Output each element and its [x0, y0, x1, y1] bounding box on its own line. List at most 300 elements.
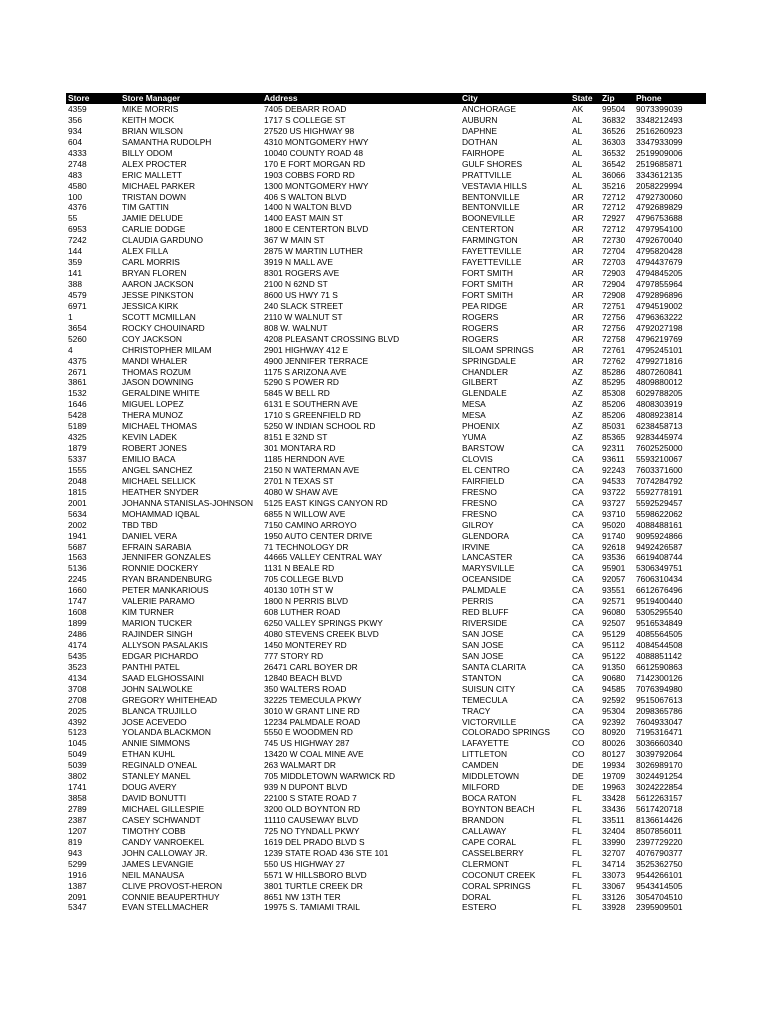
cell-zip: 95122	[602, 650, 626, 661]
cell-store-manager: RYAN BRANDENBURG	[122, 574, 212, 585]
cell-phone: 8507856011	[636, 825, 682, 836]
cell-address: 4080 STEVENS CREEK BLVD	[264, 629, 379, 639]
cell-zip: 19709	[602, 771, 626, 782]
cell-zip: 72762	[602, 355, 626, 366]
table-row	[66, 717, 706, 728]
table-row	[66, 574, 706, 585]
cell-zip: 72703	[602, 257, 626, 268]
cell-state: AR	[572, 191, 584, 202]
cell-store-manager: JESSICA KIRK	[122, 300, 179, 311]
cell-phone: 7604933047	[636, 716, 683, 727]
table-row	[66, 607, 706, 618]
table-row	[66, 859, 706, 870]
table-row	[66, 629, 706, 640]
table-row	[66, 848, 706, 859]
cell-store: 4325	[68, 432, 87, 443]
cell-address: 12840 BEACH BLVD	[264, 672, 343, 683]
table-row	[66, 684, 706, 695]
cell-phone: 7602525000	[636, 443, 683, 454]
cell-address: 3010 W GRANT LINE RD	[264, 705, 360, 716]
cell-phone: 9519400440	[636, 596, 683, 607]
cell-city: CAMDEN	[462, 760, 499, 771]
cell-address: 3919 N MALL AVE	[264, 257, 333, 268]
cell-store-manager: MANDI WHALER	[122, 355, 188, 366]
cell-phone: 3024491254	[636, 771, 683, 782]
cell-store: 1741	[68, 782, 87, 793]
table-row	[66, 104, 706, 115]
cell-store-manager: HEATHER SNYDER	[122, 486, 199, 497]
cell-address: 1300 MONTGOMERY HWY	[264, 180, 369, 191]
cell-phone: 6029788205	[636, 388, 683, 399]
cell-zip: 90680	[602, 672, 626, 683]
cell-address: 10040 COUNTY ROAD 48	[264, 147, 363, 158]
cell-store-manager: MIKE MORRIS	[122, 104, 179, 114]
cell-phone: 9543414505	[636, 880, 683, 891]
cell-state: CA	[572, 650, 584, 661]
table-row	[66, 520, 706, 531]
cell-zip: 92311	[602, 443, 625, 454]
cell-store-manager: AARON JACKSON	[122, 279, 194, 289]
cell-city: CASSELBERRY	[462, 847, 524, 858]
cell-phone: 3039792064	[636, 749, 683, 760]
cell-city: BOYNTON BEACH	[462, 804, 535, 814]
cell-zip: 85295	[602, 377, 626, 388]
table-row	[66, 421, 706, 432]
cell-state: AR	[572, 202, 584, 213]
cell-state: CA	[572, 443, 584, 454]
cell-city: BRANDON	[462, 814, 504, 825]
table-row	[66, 837, 706, 848]
cell-state: CA	[572, 629, 584, 639]
cell-state: CA	[572, 454, 584, 464]
cell-store: 55	[68, 213, 78, 224]
cell-store-manager: ROBERT JONES	[122, 443, 187, 454]
table-row	[66, 454, 706, 465]
cell-phone: 3024222854	[636, 782, 683, 793]
cell-city: CAPE CORAL	[462, 836, 516, 847]
header-phone: Phone	[636, 93, 662, 103]
cell-state: CA	[572, 705, 584, 716]
cell-store-manager: KIM TURNER	[122, 607, 174, 618]
cell-city: BARSTOW	[462, 443, 505, 454]
cell-store: 1555	[68, 464, 87, 475]
cell-store-manager: BRIAN WILSON	[122, 125, 183, 136]
cell-zip: 93551	[602, 585, 626, 596]
cell-store-manager: JOHN SALWOLKE	[122, 683, 193, 694]
cell-address: 40130 10TH ST W	[264, 585, 334, 596]
cell-store-manager: KEVIN LADEK	[122, 432, 177, 443]
cell-city: COCONUT CREEK	[462, 869, 536, 880]
cell-city: ROGERS	[462, 333, 499, 344]
table-row	[66, 749, 706, 760]
cell-address: 4080 W SHAW AVE	[264, 486, 339, 497]
cell-address: 725 NO TYNDALL PKWY	[264, 825, 360, 836]
cell-store-manager: JENNIFER GONZALES	[122, 552, 211, 563]
table-row	[66, 388, 706, 399]
cell-zip: 72903	[602, 268, 626, 279]
cell-store-manager: ANGEL SANCHEZ	[122, 464, 193, 475]
cell-phone: 4088488161	[636, 519, 683, 530]
cell-city: PERRIS	[462, 596, 494, 607]
cell-store: 3654	[68, 322, 87, 333]
cell-zip: 93611	[602, 454, 625, 464]
cell-city: BOONEVILLE	[462, 213, 516, 224]
cell-store: 4579	[68, 289, 87, 300]
cell-store: 5136	[68, 563, 87, 574]
cell-store: 1941	[68, 530, 87, 541]
cell-address: 808 W. WALNUT	[264, 322, 328, 333]
cell-address: 350 WALTERS ROAD	[264, 683, 347, 694]
cell-phone: 6619408744	[636, 552, 683, 563]
table-row	[66, 115, 706, 126]
cell-zip: 95020	[602, 519, 626, 530]
cell-phone: 8136614426	[636, 814, 683, 825]
cell-store: 356	[68, 114, 82, 125]
cell-address: 7405 DEBARR ROAD	[264, 104, 347, 114]
cell-city: COLORADO SPRINGS	[462, 727, 550, 738]
cell-address: 170 E FORT MORGAN RD	[264, 158, 366, 169]
cell-state: CA	[572, 519, 584, 530]
cell-address: 745 US HIGHWAY 287	[264, 738, 350, 749]
cell-state: CA	[572, 639, 584, 650]
cell-store: 2091	[68, 891, 87, 902]
cell-store: 141	[68, 268, 82, 279]
cell-store-manager: VALERIE PARAMO	[122, 596, 195, 607]
cell-city: IRVINE	[462, 541, 490, 552]
cell-store: 1045	[68, 738, 87, 749]
table-row	[66, 399, 706, 410]
cell-address: 12234 PALMDALE ROAD	[264, 716, 361, 727]
cell-store-manager: CLAUDIA GARDUNO	[122, 235, 203, 246]
cell-store-manager: STANLEY MANEL	[122, 771, 191, 782]
cell-phone: 5617420718	[636, 804, 683, 814]
cell-store: 2002	[68, 519, 87, 530]
cell-state: AZ	[572, 388, 583, 399]
cell-store: 5435	[68, 650, 87, 661]
table-row	[66, 826, 706, 837]
cell-store-manager: RONNIE DOCKERY	[122, 563, 199, 574]
cell-address: 4208 PLEASANT CROSSING BLVD	[264, 333, 400, 344]
cell-city: LANCASTER	[462, 552, 513, 563]
cell-phone: 5592529457	[636, 497, 683, 508]
table-row	[66, 618, 706, 629]
cell-city: AUBURN	[462, 114, 498, 125]
cell-city: ANCHORAGE	[462, 104, 516, 114]
cell-store: 4359	[68, 104, 87, 114]
cell-store-manager: DANIEL VERA	[122, 530, 178, 541]
cell-state: AR	[572, 300, 584, 311]
cell-city: GLENDALE	[462, 388, 507, 399]
cell-city: MIDDLETOWN	[462, 771, 520, 782]
cell-address: 1185 HERNDON AVE	[264, 454, 345, 464]
cell-address: 1239 STATE ROAD 436 STE 101	[264, 847, 389, 858]
cell-store: 604	[68, 136, 82, 147]
cell-store-manager: YOLANDA BLACKMON	[122, 727, 211, 738]
table-row	[66, 881, 706, 892]
cell-store-manager: PETER MANKARIOUS	[122, 585, 209, 596]
cell-store-manager: CANDY VANROEKEL	[122, 836, 205, 847]
table-row	[66, 465, 706, 476]
cell-state: AL	[572, 136, 583, 147]
cell-phone: 2397729220	[636, 836, 683, 847]
header-zip: Zip	[602, 93, 615, 103]
cell-zip: 72927	[602, 213, 626, 224]
cell-store: 2387	[68, 814, 87, 825]
cell-state: AR	[572, 224, 584, 235]
cell-zip: 33990	[602, 836, 626, 847]
cell-zip: 72704	[602, 246, 626, 257]
cell-phone: 4794845205	[636, 268, 683, 279]
cell-address: 22100 S STATE ROAD 7	[264, 793, 357, 804]
cell-state: AR	[572, 268, 584, 279]
cell-address: 5550 E WOODMEN RD	[264, 727, 353, 738]
cell-state: DE	[572, 782, 584, 793]
cell-store-manager: ANNIE SIMMONS	[122, 738, 190, 749]
cell-zip: 72712	[602, 202, 626, 213]
cell-store-manager: DOUG AVERY	[122, 782, 177, 793]
cell-address: 1950 AUTO CENTER DRIVE	[264, 530, 373, 541]
cell-store-manager: ALEX PROCTER	[122, 158, 187, 169]
cell-state: AL	[572, 125, 583, 136]
cell-store-manager: COY JACKSON	[122, 333, 182, 344]
cell-city: VESTAVIA HILLS	[462, 180, 527, 191]
cell-phone: 5598622062	[636, 508, 683, 519]
cell-zip: 33126	[602, 891, 626, 902]
cell-address: 1131 N BEALE RD	[264, 563, 335, 574]
cell-address: 263 WALMART DR	[264, 760, 336, 771]
cell-zip: 72761	[602, 344, 626, 355]
cell-city: FRESNO	[462, 508, 497, 519]
cell-address: 1903 COBBS FORD RD	[264, 169, 355, 180]
cell-state: AZ	[572, 421, 583, 432]
cell-city: PEA RIDGE	[462, 300, 508, 311]
cell-zip: 72751	[602, 300, 626, 311]
cell-city: FAYETTEVILLE	[462, 246, 522, 257]
cell-store-manager: SAAD ELGHOSSAINI	[122, 672, 204, 683]
cell-city: PRATTVILLE	[462, 169, 512, 180]
cell-address: 8301 ROGERS AVE	[264, 268, 340, 279]
cell-store: 1207	[68, 825, 87, 836]
cell-zip: 94585	[602, 683, 626, 694]
cell-address: 5125 EAST KINGS CANYON RD	[264, 497, 388, 508]
cell-store: 5299	[68, 858, 87, 869]
cell-state: AL	[572, 169, 583, 180]
cell-phone: 4792896896	[636, 289, 683, 300]
cell-state: CA	[572, 563, 584, 574]
table-row	[66, 498, 706, 509]
cell-city: SILOAM SPRINGS	[462, 344, 534, 355]
cell-city: FORT SMITH	[462, 279, 513, 289]
table-row	[66, 323, 706, 334]
header-city: City	[462, 93, 478, 103]
cell-address: 3200 OLD BOYNTON RD	[264, 804, 361, 814]
cell-state: AR	[572, 333, 584, 344]
cell-store: 1660	[68, 585, 87, 596]
cell-phone: 3026989170	[636, 760, 683, 771]
cell-city: FRESNO	[462, 486, 497, 497]
cell-zip: 72904	[602, 279, 626, 289]
cell-phone: 3054704510	[636, 891, 683, 902]
cell-zip: 80920	[602, 727, 626, 738]
cell-address: 2100 N 62ND ST	[264, 279, 328, 289]
cell-state: CA	[572, 464, 584, 475]
cell-zip: 93722	[602, 486, 626, 497]
cell-state: CA	[572, 694, 584, 705]
cell-city: GLENDORA	[462, 530, 510, 541]
cell-state: AL	[572, 180, 583, 191]
cell-address: 939 N DUPONT BLVD	[264, 782, 348, 793]
cell-address: 7150 CAMINO ARROYO	[264, 519, 357, 530]
cell-state: DE	[572, 771, 584, 782]
cell-phone: 4797855964	[636, 279, 683, 289]
cell-phone: 4807260841	[636, 366, 683, 377]
table-row	[66, 531, 706, 542]
cell-phone: 3036660340	[636, 738, 683, 749]
table-row	[66, 542, 706, 553]
cell-store: 2025	[68, 705, 87, 716]
cell-store-manager: DAVID BONUTTI	[122, 793, 187, 804]
cell-city: FRESNO	[462, 497, 497, 508]
cell-state: AR	[572, 235, 584, 246]
table-row	[66, 738, 706, 749]
cell-phone: 4085564505	[636, 629, 683, 639]
cell-zip: 92571	[602, 596, 626, 607]
cell-store: 388	[68, 279, 82, 289]
cell-store: 5039	[68, 760, 87, 771]
cell-store: 2001	[68, 497, 87, 508]
cell-phone: 7076394980	[636, 683, 683, 694]
cell-address: 1800 N PERRIS BLVD	[264, 596, 349, 607]
cell-state: CA	[572, 585, 584, 596]
cell-store-manager: JAMES LEVANGIE	[122, 858, 194, 869]
cell-store-manager: SCOTT MCMILLAN	[122, 311, 196, 322]
cell-phone: 9073399039	[636, 104, 683, 114]
cell-state: CA	[572, 607, 584, 618]
cell-zip: 85031	[602, 421, 626, 432]
table-header	[66, 93, 706, 104]
cell-address: 406 S WALTON BLVD	[264, 191, 347, 202]
cell-state: AR	[572, 257, 584, 268]
table-row	[66, 181, 706, 192]
cell-city: FORT SMITH	[462, 268, 513, 279]
cell-city: GULF SHORES	[462, 158, 523, 169]
cell-city: GILBERT	[462, 377, 498, 388]
cell-store-manager: EMILIO BACA	[122, 454, 176, 464]
cell-city: DORAL	[462, 891, 491, 902]
cell-store: 5260	[68, 333, 87, 344]
cell-city: FAIRFIELD	[462, 475, 505, 486]
cell-city: TEMECULA	[462, 694, 508, 705]
table-row	[66, 760, 706, 771]
header-store-manager: Store Manager	[122, 93, 181, 103]
cell-address: 4900 JENNIFER TERRACE	[264, 355, 369, 366]
cell-state: CA	[572, 683, 584, 694]
cell-state: FL	[572, 847, 582, 858]
cell-store-manager: EDGAR PICHARDO	[122, 650, 199, 661]
cell-state: AZ	[572, 399, 583, 410]
cell-address: 26471 CARL BOYER DR	[264, 661, 358, 672]
cell-address: 8600 US HWY 71 S	[264, 289, 338, 300]
cell-phone: 4799271816	[636, 355, 683, 366]
cell-zip: 32404	[602, 825, 626, 836]
cell-phone: 6612676496	[636, 585, 683, 596]
table-row	[66, 257, 706, 268]
cell-store: 943	[68, 847, 82, 858]
cell-state: AZ	[572, 366, 583, 377]
cell-city: EL CENTRO	[462, 464, 510, 475]
cell-state: DE	[572, 760, 584, 771]
cell-phone: 4808923814	[636, 410, 683, 421]
cell-address: 608 LUTHER ROAD	[264, 607, 341, 618]
cell-store-manager: JAMIE DELUDE	[122, 213, 183, 224]
cell-zip: 72712	[602, 191, 626, 202]
table-row	[66, 892, 706, 903]
cell-zip: 33073	[602, 869, 626, 880]
cell-city: ROGERS	[462, 322, 499, 333]
cell-store-manager: ROCKY CHOUINARD	[122, 322, 205, 333]
cell-phone: 4794519002	[636, 300, 683, 311]
cell-store-manager: KEITH MOCK	[122, 114, 175, 125]
cell-store-manager: REGINALD O'NEAL	[122, 760, 198, 771]
cell-phone: 5305295540	[636, 607, 683, 618]
cell-zip: 93536	[602, 552, 626, 563]
cell-address: 6131 E SOUTHERN AVE	[264, 399, 358, 410]
cell-phone: 9492426587	[636, 541, 683, 552]
table-row	[66, 487, 706, 498]
cell-store: 359	[68, 257, 82, 268]
cell-store-manager: TIM GATTIN	[122, 202, 169, 213]
cell-state: CO	[572, 738, 585, 749]
cell-state: CA	[572, 661, 584, 672]
cell-city: MESA	[462, 410, 486, 421]
cell-store-manager: JOHANNA STANISLAS-JOHNSON	[122, 497, 254, 508]
cell-zip: 72730	[602, 235, 626, 246]
cell-zip: 72756	[602, 311, 626, 322]
cell-state: AZ	[572, 432, 583, 443]
cell-zip: 32707	[602, 847, 626, 858]
cell-state: CO	[572, 749, 585, 760]
cell-phone: 7195316471	[636, 727, 683, 738]
cell-state: CA	[572, 541, 584, 552]
cell-zip: 72712	[602, 224, 626, 235]
cell-city: FARMINGTON	[462, 235, 518, 246]
cell-state: FL	[572, 880, 582, 891]
cell-state: CA	[572, 530, 584, 541]
cell-store-manager: PANTHI PATEL	[122, 661, 180, 672]
cell-store-manager: MIGUEL LOPEZ	[122, 399, 184, 410]
cell-zip: 95112	[602, 639, 625, 650]
cell-store-manager: EFRAIN SARABIA	[122, 541, 192, 552]
cell-store: 483	[68, 169, 82, 180]
table-row	[66, 126, 706, 137]
cell-address: 3801 TURTLE CREEK DR	[264, 880, 363, 891]
cell-city: RIVERSIDE	[462, 618, 508, 629]
cell-store: 819	[68, 836, 82, 847]
table-row	[66, 443, 706, 454]
cell-store: 1	[68, 311, 73, 322]
cell-zip: 96080	[602, 607, 626, 618]
cell-phone: 5306349751	[636, 563, 683, 574]
cell-zip: 36832	[602, 114, 626, 125]
cell-state: CA	[572, 486, 584, 497]
cell-address: 1400 N WALTON BLVD	[264, 202, 352, 213]
cell-state: FL	[572, 869, 582, 880]
cell-phone: 2519685871	[636, 158, 683, 169]
cell-city: DAPHNE	[462, 125, 497, 136]
cell-store-manager: ALEX FILLA	[122, 246, 169, 257]
cell-store: 5428	[68, 410, 87, 421]
cell-phone: 9516534849	[636, 618, 683, 629]
